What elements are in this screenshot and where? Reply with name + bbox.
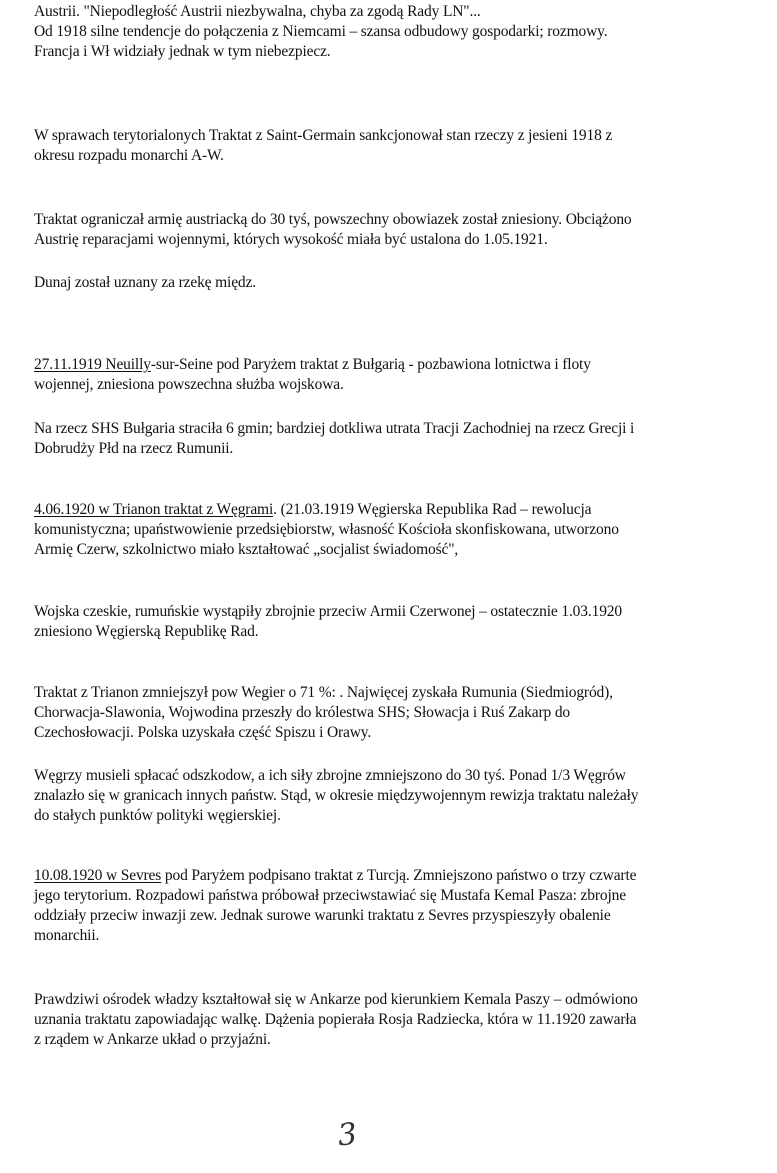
paragraph-danube [34,273,769,293]
text-line: Austrię reparacjami wojennymi, których wysokość miała być ustalona do 1.05.1921. [34,231,548,248]
text-line: W sprawach terytorialonych Traktat z Saint-Germain sankcjonował stan rzeczy z jesieni 1918 z [34,127,613,144]
paragraph-hungary-reparations [34,766,769,826]
underlined-date-place: 27.11.1919 Neuilly [34,356,151,373]
text-line: Francja i Wł widziały jednak w tym niebezpiecz. [34,43,331,60]
text-line: uznania traktatu zapowiadając walkę. Dążenia popierała Rosja Radziecka, która w 11.1920 zawarła [34,1011,637,1028]
text-line: Dobrudży Płd na rzecz Rumunii. [34,440,234,457]
text-line: Chorwacja-Slawonia, Wojwodina przeszły do królestwa SHS; Słowacja i Ruś Zakarp do [34,704,571,721]
text-line: Prawdziwi ośrodek władzy kształtował się w Ankarze pod kierunkiem Kemala Paszy – odmówiono [34,991,638,1008]
text-line: Traktat z Trianon zmniejszył pow Wegier o 71 %: . Najwięcej zyskała Rumunia (Siedmiogród), [34,684,613,701]
text-line: Austrii. "Niepodległość Austrii niezbywalna, chyba za zgodą Rady LN"... [34,3,481,20]
paragraph-austria-independence [34,2,769,62]
text-line [34,500,769,520]
text-span: -sur-Seine pod Paryżem traktat z Bułgarią - pozbawiona lotnictwa i floty [150,356,591,373]
text-line: zniesiono Węgierską Republikę Rad. [34,623,259,640]
page-number: 3 [335,1116,359,1154]
text-span: . (21.03.1919 Węgierska Republika Rad – rewolucja [273,501,592,518]
text-line: Wojska czeskie, rumuńskie wystąpiły zbrojnie przeciw Armii Czerwonej – ostatecznie 1.03.1920 [34,603,622,620]
text-line: Czechosłowacji. Polska uzyskała część Spiszu i Orawy. [34,724,372,741]
text-line [34,866,769,886]
text-line: Węgrzy musieli spłacać odszkodow, a ich siły zbrojne zmniejszono do 30 tyś. Ponad 1/3 Węgrów [34,767,626,784]
text-line: Traktat ograniczał armię austriacką do 30 tyś, powszechny obowiazek został zniesiony. Obciążono [34,211,632,228]
text-line: jego terytorium. Rozpadowi państwa próbował przeciwstawiać się Mustafa Kemal Pasza: zbrojne [34,887,626,904]
text-line: do stałych punktów polityki węgierskiej. [34,807,281,824]
text-span: pod Paryżem podpisano traktat z Turcją. Zmniejszono państwo o trzy czwarte [161,867,637,884]
text-line: z rządem w Ankarze układ o przyjaźni. [34,1031,271,1048]
text-line [34,355,769,375]
paragraph-trianon-treaty [34,500,769,560]
paragraph-czech-romanian-armies [34,602,769,642]
paragraph-bulgaria-losses [34,419,769,459]
underlined-date-place: 10.08.1920 w Sevres [34,867,162,884]
paragraph-ankara-government [34,990,769,1050]
text-line: Na rzecz SHS Bułgaria straciła 6 gmin; bardziej dotkliwa utrata Tracji Zachodniej na rzecz Grecji i [34,420,635,437]
text-line: komunistyczna; upaństwowienie przedsiębiorstw, własność Kościoła skonfiskowana, utworzono [34,521,619,538]
text-line: monarchii. [34,927,100,944]
paragraph-neuilly-treaty [34,355,769,395]
paragraph-army-limits [34,210,769,250]
text-line: okresu rozpadu monarchi A-W. [34,147,224,164]
underlined-date-place: 4.06.1920 w Trianon traktat z Węgrami [34,501,274,518]
text-line: oddziały przeciw inwazji zew. Jednak surowe warunki traktatu z Sevres przyspieszyły obalenie [34,907,611,924]
text-line: znalazło się w granicach innych państw. Stąd, w okresie międzywojennym rewizja traktatu należały [34,787,639,804]
text-line: Dunaj został uznany za rzekę międz. [34,274,256,291]
text-line: wojennej, zniesiona powszechna służba wojskowa. [34,376,344,393]
paragraph-sevres-treaty [34,866,769,946]
paragraph-trianon-territory [34,683,769,743]
paragraph-saint-germain-territory [34,126,769,166]
text-line: Armię Czerw, szkolnictwo miało kształtować „socjalist świadomość", [34,541,459,558]
text-line: Od 1918 silne tendencje do połączenia z Niemcami – szansa odbudowy gospodarki; rozmowy. [34,23,608,40]
